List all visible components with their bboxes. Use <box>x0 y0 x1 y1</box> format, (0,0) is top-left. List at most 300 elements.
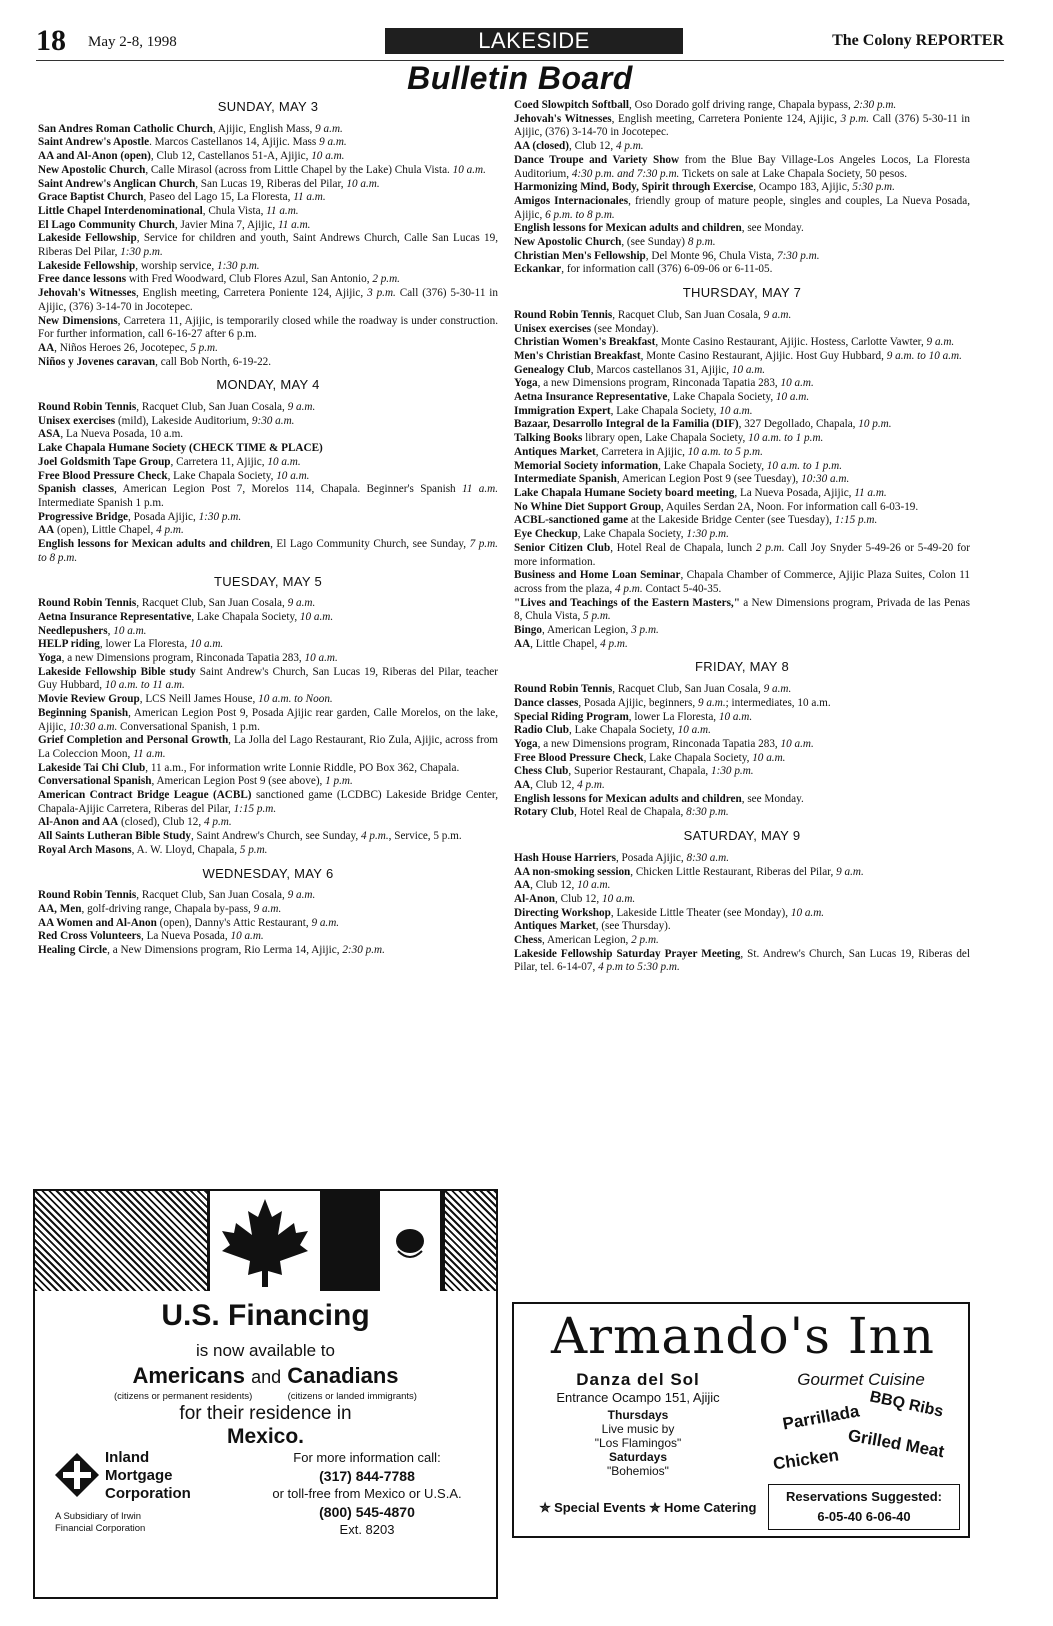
listing-name: Directing Workshop <box>514 906 611 919</box>
right-column <box>514 99 970 975</box>
listing-name: Lakeside Fellowship <box>38 259 136 272</box>
listing-details: , American Legion, <box>541 934 632 947</box>
listing-details: , golf-driving range, Chapala by-pass, <box>81 902 254 915</box>
listing-entry <box>514 738 970 752</box>
listing-name: AA <box>514 879 531 892</box>
listing-entry <box>38 483 498 510</box>
listing-details: , 327 Degollado, Chapala, <box>738 418 859 431</box>
listing-entry <box>38 538 498 565</box>
listing-entry <box>514 364 970 378</box>
bbq-ribs: BBQ Ribs <box>867 1388 945 1421</box>
listing-entry <box>38 789 498 816</box>
listing-time: 1:30 p.m. <box>217 259 260 272</box>
listing-time: 9 a.m. <box>315 122 343 135</box>
listing-time: 11 a.m. <box>133 747 166 760</box>
listing-entry <box>514 195 970 222</box>
note-right: (citizens or landed immigrants) <box>287 1391 417 1402</box>
listing-entry <box>38 611 498 625</box>
inland-logo-icon <box>53 1451 101 1499</box>
listing-details: , Lake Chapala Society, <box>667 391 776 404</box>
listing-time: 9 a.m. <box>763 308 792 321</box>
listing-entry <box>38 511 498 525</box>
listing-name: English lessons for Mexican adults and children <box>514 222 742 235</box>
listing-extra: Call (376) 5-30-11 in Ajijic, (376) 3-14-70 in Jocotepec. <box>514 112 970 139</box>
listing-entry <box>38 442 498 456</box>
listing-details: , Saint Andrew's Church, see Sunday, <box>190 830 361 843</box>
listing-name: Eye Checkup <box>514 528 578 541</box>
listing-time: 5 p.m. <box>583 610 611 623</box>
financing-contact <box>247 1449 487 1539</box>
listing-details: , Posada Ajijic, beginners, <box>578 696 698 709</box>
listing-name: Lake Chapala Humane Society (CHECK TIME & PLACE) <box>38 442 323 455</box>
listing-entry <box>38 844 498 858</box>
listing-time: 11 a.m. <box>278 218 311 231</box>
day-heading: THURSDAY, MAY 7 <box>682 285 802 301</box>
listing-name: El Lago Community Church <box>38 218 175 231</box>
listing-entry <box>38 260 498 274</box>
listing-time: 3 p.m. <box>367 287 396 300</box>
listing-details: , American Legion Post 9 (see above), <box>151 775 326 788</box>
listing-extra: Intermediate Spanish 1 p.m. <box>38 496 164 509</box>
page-number: 18 <box>36 24 66 57</box>
listing-name: HELP riding <box>38 638 100 651</box>
listing-entry <box>514 948 970 975</box>
listing-time: 1:30 p.m. <box>120 246 163 259</box>
listing-details: , Carretera in Ajijic, <box>595 445 688 458</box>
issue-date: May 2-8, 1998 <box>88 34 177 50</box>
listing-name: Men's Christian Breakfast <box>514 349 641 362</box>
listing-details: a New Dimensions program, Privada de las Penas 8, Chula Vista, <box>514 596 970 623</box>
listing-details: , La Nueva Posada, Ajijic, <box>734 486 855 499</box>
listing-entry <box>514 336 970 350</box>
listing-entry <box>38 287 498 314</box>
listing-details: , Club 12, <box>530 779 578 792</box>
listing-details: , Marcos castellanos 31, Ajijic, <box>590 363 732 376</box>
phone-ext: Ext. 8203 <box>339 1522 395 1537</box>
listing-time: 9 a.m. <box>253 902 282 915</box>
listing-name: Red Cross Volunteers <box>38 930 141 943</box>
listing-time: 10 a.m. <box>346 177 380 190</box>
listing-entry <box>38 401 498 415</box>
listing-entry <box>38 470 498 484</box>
listing-time: 4 p.m to 5:30 p.m. <box>598 961 680 974</box>
listing-name: Antiques Market <box>514 920 596 933</box>
listing-details: , La Jolla del Lago Restaurant, Rio Zula, Ajijic, across from La Coleccion Moon, <box>38 734 499 760</box>
listing-name: ASA <box>38 428 61 441</box>
listing-entry <box>514 597 970 624</box>
listing-name: San Andres Roman Catholic Church <box>38 122 213 135</box>
listing-entry <box>514 405 970 419</box>
parrillada: Parrillada <box>781 1401 861 1434</box>
listing-entry <box>514 236 970 250</box>
listing-entry <box>514 323 970 337</box>
listing-time: 8 p.m. <box>687 236 716 249</box>
reservations-box <box>768 1484 960 1530</box>
listing-name: Unisex exercises <box>38 414 116 427</box>
listing-name: Free Blood Pressure Check <box>514 751 644 764</box>
listing-entry <box>514 879 970 893</box>
listing-name: American Contract Bridge League (ACBL) <box>38 789 252 802</box>
listing-name: Niños y Jovenes caravan <box>38 355 156 368</box>
listing-extra: , Service, 5 p.m. <box>388 830 462 843</box>
listing-time: 2:30 p.m. <box>853 99 897 111</box>
listing-time: 10 a.m. <box>577 879 611 892</box>
contact-line1: For more information call: <box>293 1450 441 1465</box>
listing-time: 8:30 p.m. <box>686 806 729 819</box>
listing-entry <box>38 342 498 356</box>
listing-name: Memorial Society information <box>514 459 659 472</box>
listing-time: 1 p.m. <box>325 775 353 788</box>
listing-name: ACBL-sanctioned game <box>514 514 629 527</box>
listing-name: Grace Baptist Church <box>38 191 144 204</box>
listing-extra: Contact 5-40-35. <box>642 582 722 595</box>
listing-name: Saint Andrew's Apostle <box>38 136 150 149</box>
listing-time: 9 a.m. <box>287 597 316 610</box>
listing-details: , a new Dimensions program, Rinconada Tapatia 283, <box>537 737 781 750</box>
listing-details: , Lake Chapala Society, <box>577 528 687 541</box>
listing-entry <box>514 222 970 236</box>
listing-name: Dance classes <box>514 696 579 709</box>
listing-entry <box>38 625 498 639</box>
listing-time: 8:30 a.m. <box>686 851 730 864</box>
listing-time: 2 p.m. <box>755 541 785 554</box>
listing-time: 10:30 a.m. <box>801 473 850 486</box>
listing-details: , A. W. Lloyd, Chapala, <box>131 843 240 856</box>
listing-entry <box>514 99 970 113</box>
listing-name: Coed Slowpitch Softball <box>514 99 629 111</box>
listing-entry <box>514 460 970 474</box>
listing-extra: Tickets on sale at Lake Chapala Society, 50 pesos. <box>679 167 907 180</box>
listing-details: sanctioned game (LCDBC) Lakeside Bridge Center, Chapala-Ajijic Carretera, Riberas del Pilar, <box>38 789 498 815</box>
listing-entry <box>38 917 498 931</box>
reservations-label: Reservations Suggested: <box>785 1489 943 1504</box>
listing-time: 10 a.m. to 11 a.m. <box>104 679 185 692</box>
listing-name: Genealogy Club <box>514 363 591 376</box>
canadians-text: Canadians <box>287 1363 399 1388</box>
listing-name: AA <box>514 779 531 792</box>
listing-details: , Racquet Club, San Juan Cosala, <box>136 597 288 610</box>
listing-name: Radio Club <box>514 724 570 737</box>
listing-time: 2 p.m. <box>372 273 400 286</box>
listing-time: 10 a.m. to 5 p.m. <box>687 445 763 458</box>
listing-time: 4 p.m. <box>577 779 605 792</box>
financing-line2 <box>35 1363 496 1389</box>
listing-time: 10 a.m. <box>304 652 338 665</box>
listing-time: 9 a.m. <box>311 916 340 929</box>
listing-details: (closed), Club 12, <box>118 816 204 829</box>
listing-time: 11 a.m. <box>293 191 326 204</box>
listing-details: at the Lakeside Bridge Center (see Tuesday), <box>628 514 835 527</box>
flags-banner <box>35 1191 496 1291</box>
listing-name: Royal Arch Masons <box>38 843 132 856</box>
subsidiary-line2: Financial Corporation <box>55 1523 146 1534</box>
listing-entry <box>514 697 970 711</box>
company-line3: Corporation <box>105 1485 191 1502</box>
mexico-flag-stripe <box>445 1191 498 1291</box>
listing-name: Antiques Market <box>514 445 596 458</box>
listing-time: 10:30 a.m. <box>69 720 118 733</box>
listing-name: Healing Circle <box>38 944 108 957</box>
listing-name: AA <box>514 637 531 650</box>
listing-details: , Club 12, <box>569 140 616 153</box>
listing-name: AA and Al-Anon (open) <box>38 150 151 163</box>
listing-time: 11 a.m. <box>462 483 499 496</box>
listing-entry <box>38 734 498 761</box>
listing-name: Movie Review Group <box>38 693 140 706</box>
listing-details: , Monte Casino Restaurant, Ajijic. Host Guy Hubbard, <box>640 349 887 362</box>
listing-name: Yoga <box>38 652 62 665</box>
listing-time: 10 a.m. <box>601 892 636 905</box>
listing-details: , Club 12, <box>530 879 578 892</box>
listing-time: 10 p.m. <box>858 418 892 431</box>
financing-ad <box>33 1189 498 1599</box>
listing-name: AA <box>38 341 55 354</box>
listing-extra: Call (376) 5-30-11 in Ajijic, (376) 3-14-70 in Jocotepec. <box>38 287 499 313</box>
listing-time: 10 a.m. <box>267 455 301 468</box>
listing-time: 10 a.m. <box>719 404 753 417</box>
listing-entry <box>514 377 970 391</box>
listing-details: , LCS Neill James House, <box>139 693 259 706</box>
listing-name: Lakeside Fellowship Saturday Prayer Meeting <box>514 947 741 960</box>
listing-details: , Hotel Real de Chapala, lunch <box>610 541 756 554</box>
gourmet-cuisine: Gourmet Cuisine <box>797 1370 925 1389</box>
listing-entry <box>514 852 970 866</box>
listing-time: 1:30 p.m. <box>711 765 754 778</box>
listing-details: , Chula Vista, <box>202 204 267 217</box>
listing-time: 4 p.m. <box>600 637 628 650</box>
listing-name: Spanish classes <box>38 483 115 496</box>
listing-entry <box>514 263 970 277</box>
listing-details: , Ocampo 183, Ajijic, <box>753 181 853 194</box>
listing-details: , Club 12, <box>555 892 602 905</box>
listing-details: , Calle Mirasol (across from Little Chapel by the Lake) Chula Vista. <box>145 163 453 176</box>
masthead <box>36 22 1004 60</box>
listing-extra: Conversational Spanish, 1 p.m. <box>117 720 260 733</box>
armandos-inn-ad <box>512 1302 970 1538</box>
listing-details: , Javier Mina 7, Ajijic, <box>174 218 279 231</box>
listing-time: 10 a.m. <box>452 163 486 176</box>
listing-entry <box>38 273 498 287</box>
listing-name: Conversational Spanish <box>38 775 152 788</box>
listing-time: 7:30 p.m. <box>776 249 820 262</box>
listing-entry <box>514 793 970 807</box>
listing-time: 10 a.m. <box>780 377 814 390</box>
listing-details: , worship service, <box>135 259 218 272</box>
financing-notes <box>35 1391 496 1402</box>
company-line1: Inland <box>105 1449 150 1466</box>
listing-time: 10 a.m. <box>276 469 310 482</box>
subsidiary-text <box>55 1511 145 1535</box>
listing-details: library open, Lake Chapala Society, <box>582 432 749 445</box>
contact-line2: or toll-free from Mexico or U.S.A. <box>272 1486 462 1501</box>
listing-entry <box>514 473 970 487</box>
day-heading: SATURDAY, MAY 9 <box>683 828 801 844</box>
listing-entry <box>38 597 498 611</box>
eagle-emblem-icon <box>380 1191 440 1291</box>
listing-entry <box>514 934 970 948</box>
listing-name: Joel Goldsmith Tape Group <box>38 455 171 468</box>
listing-entry <box>38 315 498 342</box>
listing-time: 10 a.m. <box>731 363 766 376</box>
page-title: Bulletin Board <box>407 60 633 96</box>
listing-name: Needlepushers <box>38 624 108 637</box>
listing-name: English lessons for Mexican adults and children <box>38 538 271 551</box>
listing-entry <box>38 415 498 429</box>
listing-name: Yoga <box>514 737 538 750</box>
listing-name: AA (closed) <box>514 140 569 153</box>
listing-details: , (see Thursday). <box>595 920 671 933</box>
listing-name: Saint Andrew's Anglican Church <box>38 177 196 190</box>
listing-time: 10 a.m. <box>752 751 786 764</box>
listing-name: Little Chapel Interdenominational <box>38 204 203 217</box>
phone-2: (800) 545-4870 <box>319 1504 415 1520</box>
listing-name: Aetna Insurance Representative <box>514 391 668 404</box>
listing-details: , American Legion, <box>541 624 632 637</box>
listing-details: , (see Sunday) <box>621 236 688 249</box>
inland-mortgage-block <box>47 1449 237 1549</box>
listing-entry <box>38 136 498 150</box>
listing-entry <box>514 113 970 140</box>
inland-name <box>105 1449 191 1503</box>
listing-time: 10 a.m. to 1 p.m. <box>766 459 843 472</box>
listing-details: , Club 12, Castellanos 51-A, Ajijic, <box>150 150 312 163</box>
listing-entry <box>514 569 970 596</box>
listing-entry <box>38 693 498 707</box>
listing-entry <box>514 683 970 697</box>
listing-details: , a New Dimensions program, Rio Lerma 14, Ajijic, <box>107 944 343 957</box>
listing-name: Lakeside Fellowship Bible study <box>38 665 196 678</box>
listing-name: Jehovah's Witnesses <box>514 112 612 125</box>
listing-name: New Apostolic Church <box>514 236 622 249</box>
listing-entry <box>514 752 970 766</box>
listing-name: Bazaar, Desarrollo Integral de la Familia (DIF) <box>514 418 739 431</box>
listing-name: Bingo <box>514 624 542 637</box>
listing-time: 5:30 p.m. <box>852 181 895 194</box>
listing-time: 10 a.m. <box>230 930 264 943</box>
listing-time: 9 a.m. <box>697 696 726 709</box>
reservations-phones: 6-05-40 6-06-40 <box>817 1509 911 1524</box>
listing-details: , Posada Ajijic, <box>128 510 199 523</box>
listing-details: , Paseo del Lago 15, La Floresta, <box>143 191 294 204</box>
listing-entry <box>38 219 498 233</box>
listing-entry <box>514 920 970 934</box>
listing-entry <box>514 350 970 364</box>
financing-line3: for their residence in <box>179 1403 352 1424</box>
paper-name: The Colony REPORTER <box>832 32 1004 49</box>
listing-entry <box>514 893 970 907</box>
listing-details: , call Bob North, 6-19-22. <box>155 355 272 368</box>
listing-details: , Niños Heroes 26, Jocotepec, <box>54 341 191 354</box>
listing-name: Christian Women's Breakfast <box>514 336 656 349</box>
listing-name: Business and Home Loan Seminar <box>514 569 681 582</box>
listing-name: Yoga <box>514 377 538 390</box>
listing-entry <box>38 930 498 944</box>
danza-del-sol: Danza del Sol <box>576 1370 700 1389</box>
listing-time: 10 a.m. <box>189 638 224 651</box>
listing-time: 10 a.m. <box>790 906 825 919</box>
listing-name: Christian Men's Fellowship <box>514 249 646 262</box>
listing-time: 1:30 p.m. <box>198 510 242 523</box>
listing-details: , <box>107 624 114 637</box>
listing-details: , Del Monte 96, Chula Vista, <box>645 249 777 262</box>
listing-time: 9:30 a.m. <box>251 414 295 427</box>
listing-time: 6 p.m. to 8 p.m. <box>545 208 615 221</box>
listing-name: Talking Books <box>514 432 583 445</box>
flamingos-text: "Los Flamingos" <box>594 1436 682 1450</box>
listing-details: . Marcos Castellanos 14, Ajijic. Mass <box>149 136 320 149</box>
listing-name: Grief Completion and Personal Growth <box>38 734 229 747</box>
listing-details: , Chapala Chamber of Commerce, Ajijic Plaza Suites, Colon 11 across from the plaza, <box>514 569 970 595</box>
listing-time: 7 p.m. to 8 p.m. <box>38 538 498 564</box>
listing-entry <box>514 779 970 793</box>
listing-entry <box>514 501 970 515</box>
us-flag-stripes <box>35 1191 207 1291</box>
listing-entry <box>38 666 498 693</box>
listing-time: 1:15 p.m. <box>834 514 878 527</box>
listing-entry <box>38 707 498 734</box>
listing-details: , English meeting, Carretera Poniente 124, Ajijic, <box>611 112 841 125</box>
day-heading: SUNDAY, MAY 3 <box>217 99 319 114</box>
listing-time: 9 a.m. <box>319 136 347 149</box>
chicken: Chicken <box>771 1445 840 1474</box>
listing-name: All Saints Lutheran Bible Study <box>38 830 191 843</box>
listing-entry <box>38 524 498 538</box>
maple-leaf-icon <box>210 1191 320 1291</box>
listing-time: 2:30 p.m. <box>342 944 385 957</box>
listing-entry <box>38 889 498 903</box>
listing-name: Lakeside Tai Chi Club <box>38 761 146 774</box>
listing-entry <box>514 907 970 921</box>
grilled-meat: Grilled Meat <box>846 1425 946 1462</box>
listing-details: , Racquet Club, San Juan Cosala, <box>612 683 764 696</box>
listing-name: Progressive Bridge <box>38 510 129 523</box>
listing-entry <box>514 711 970 725</box>
listing-details: , Ajijic, English Mass, <box>212 122 316 135</box>
listing-details: , Lake Chapala Society, <box>610 404 720 417</box>
listing-name: Special Riding Program <box>514 710 629 723</box>
listing-time: 4 p.m. <box>615 140 644 153</box>
listing-entry <box>38 652 498 666</box>
listing-details: , American Legion Post 9, Posada Ajijic rear garden, Calle Morelos, on the lake, Ajijic, <box>38 706 498 733</box>
listing-name: Beginning Spanish <box>38 706 129 719</box>
listing-details: , San Lucas 19, Riberas del Pilar, <box>195 177 347 190</box>
listing-name: Senior Citizen Club <box>514 541 611 554</box>
listing-details: , a new Dimensions program, Rinconada Tapatia 283, <box>537 377 781 390</box>
listing-entry <box>514 528 970 542</box>
listing-name: AA <box>38 524 55 537</box>
listing-entry <box>38 232 498 259</box>
saturdays-text: Saturdays <box>608 1450 668 1464</box>
listing-details: , Carretera 11, Ajijic, <box>170 455 268 468</box>
listing-details: Saint Andrew's Church, San Lucas 19, Riberas del Pilar, teacher Guy Hubbard, <box>38 665 498 692</box>
listing-time: 5 p.m. <box>190 341 218 354</box>
listing-details: , Lake Chapala Society, <box>658 459 767 472</box>
listing-entry <box>38 816 498 830</box>
listing-time: 4 p.m. <box>203 816 232 829</box>
listing-time: 1:15 p.m. <box>233 802 277 815</box>
listing-time: 9 a.m. <box>926 336 955 349</box>
listing-details: , Lake Chapala Society, <box>643 751 753 764</box>
listing-details: , lower La Floresta, <box>628 710 719 723</box>
listing-details: , Carretera 11, Ajijic, is temporarily closed while the roadway is under construction. For further information, call 6-16-27 after 6 p.m. <box>38 314 498 341</box>
listing-details: , Chicken Little Restaurant, Riberas del Pilar, <box>630 865 837 878</box>
listing-details: , see Monday. <box>741 792 804 805</box>
day-heading: FRIDAY, MAY 8 <box>695 659 789 675</box>
day-heading: WEDNESDAY, MAY 6 <box>202 865 334 881</box>
listing-entry <box>514 181 970 195</box>
listing-name: AA Women and Al-Anon <box>38 916 157 929</box>
special-events: ✮ Special Events ✮ Home Catering <box>539 1500 757 1515</box>
